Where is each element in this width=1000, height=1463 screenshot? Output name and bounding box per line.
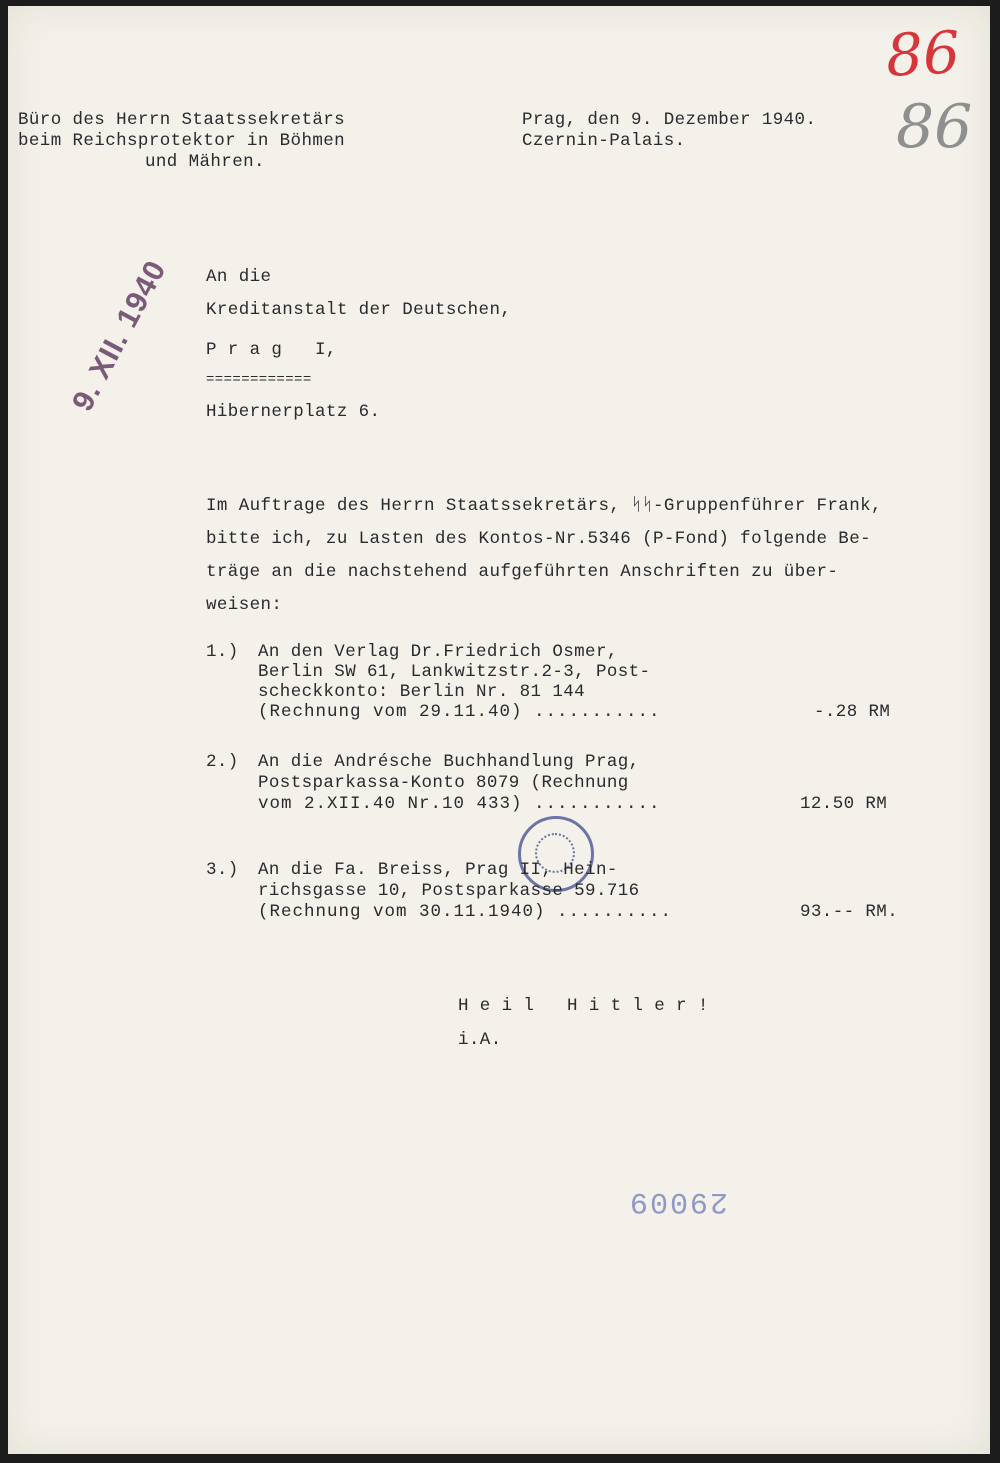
sender-line-1: Büro des Herrn Staatssekretärs [18, 110, 346, 130]
page-number-red: 86 [884, 18, 962, 90]
item-line: Postsparkassa-Konto 8079 (Rechnung [258, 773, 629, 793]
recipient-underline: ============ [206, 372, 312, 388]
item-line: vom 2.XII.40 Nr.10 433) ........... [258, 794, 661, 814]
body-line-2: bitte ich, zu Lasten des Kontos-Nr.5346 (P-Fond) folgende Be- [206, 529, 872, 549]
item-line: scheckkonto: Berlin Nr. 81 144 [258, 682, 586, 702]
item-number: 1.) [206, 642, 239, 662]
item-amount: 12.50 RM [800, 794, 888, 814]
item-line: Berlin SW 61, Lankwitzstr.2-3, Post- [258, 662, 651, 682]
recipient-line-4: Hibernerplatz 6. [206, 402, 381, 422]
sender-line-3: und Mähren. [145, 152, 265, 172]
item-line: An die Andrésche Buchhandlung Prag, [258, 752, 640, 772]
received-date-stamp: 9. XII. 1940 [66, 254, 173, 417]
closing-greeting: H e i l H i t l e r ! [458, 996, 709, 1016]
location-line: Czernin-Palais. [522, 131, 686, 151]
archive-number-stamp: 29009 [628, 1184, 729, 1218]
item-line: richsgasse 10, Postsparkasse 59.716 [258, 881, 640, 901]
item-number: 2.) [206, 752, 239, 772]
date-line: Prag, den 9. Dezember 1940. [522, 110, 817, 130]
item-amount: -.28 RM [814, 702, 891, 722]
item-line: (Rechnung vom 30.11.1940) .......... [258, 902, 673, 922]
body-line-3: träge an die nachstehend aufgeführten Anschriften zu über- [206, 562, 839, 582]
item-amount: 93.-- RM. [800, 902, 899, 922]
document-page [8, 6, 990, 1454]
page-number-gray: 86 [896, 92, 973, 162]
closing-signature-abbrev: i.A. [458, 1030, 502, 1050]
recipient-line-2: Kreditanstalt der Deutschen, [206, 300, 512, 320]
item-line: An die Fa. Breiss, Prag II, Hein- [258, 860, 618, 880]
body-line-4: weisen: [206, 595, 283, 615]
item-number: 3.) [206, 860, 239, 880]
body-line-1: Im Auftrage des Herrn Staatssekretärs, ᛋᛋ-Gruppenführer Frank, [206, 496, 882, 516]
sender-line-2: beim Reichsprotektor in Böhmen [18, 131, 346, 151]
recipient-line-1: An die [206, 267, 272, 287]
item-line: (Rechnung vom 29.11.40) ........... [258, 702, 661, 722]
item-line: An den Verlag Dr.Friedrich Osmer, [258, 642, 618, 662]
recipient-line-3: P r a g I, [206, 340, 337, 360]
